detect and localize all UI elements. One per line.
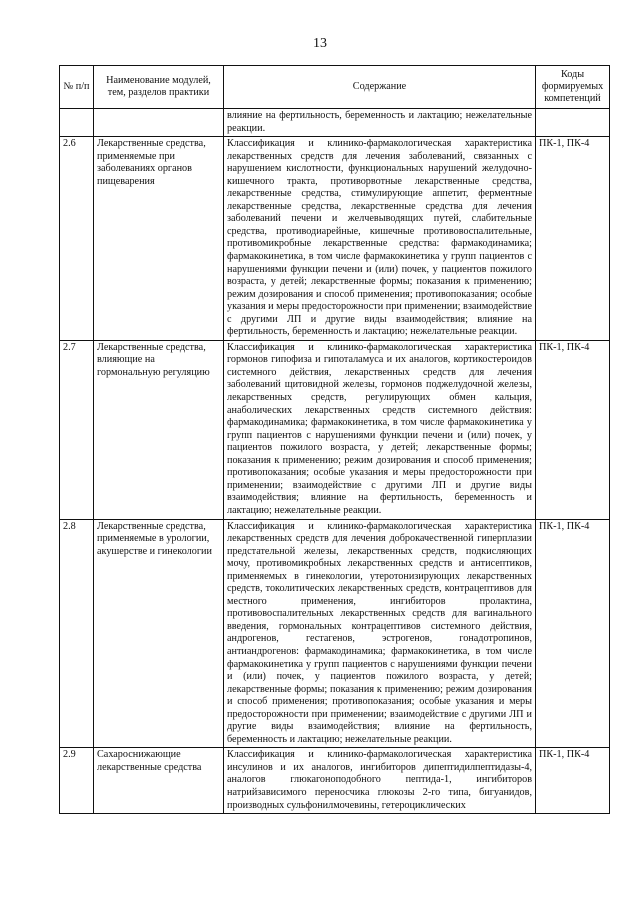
practice-content-table [59, 65, 610, 814]
row-content: Классификация и клинико-фармакологическая характеристика гормонов гипофиза и гипоталамуса и их аналогов, кортикостероидов системного действия, лекарственных средств для лечения заболеваний щитовидной железы, гормонов поджелудочной железы, лекарственных средств, регулирующих обмен кальция, анаболических лекарственных средств системного действия: фармакодинамика; фармакокинетика, в том числе фармакокинетика у групп пациентов с нарушениями функции печени и (или) почек, у пациентов пожилого возраста, у детей; лекарственные формы; показания к применению; режим дозирования и способ применения; противопоказания; особые указания и меры предосторожности при применении; взаимодействие с другими ЛП и другие виды взаимодействия; влияние на фертильность, беременность и лактацию; нежелательные реакции. [224, 340, 536, 519]
row-num [60, 109, 94, 137]
row-content: Классификация и клинико-фармакологическая характеристика лекарственных средств для лечения доброкачественной гиперплазии предстательной железы, лекарственных средств, подкисляющих мочу, противомикробных лекарственных средств и антисептиков, применяемых в гинекологии, утеротонизирующих лекарственных средств, токолитических лекарственных средств, контрацептивов для местного применения, ингибиторов пролактина, противовоспалительных лекарственных средств для вагинального введения, гормональных контрацептивов системного действия, андрогенов, гестагенов, эстрогенов, гонадотропинов, антиандрогенов: фармакодинамика; фармакокинетика, в том числе фармакокинетика у групп пациентов с нарушениями функции печени и (или) почек, у пациентов пожилого возраста, у детей; лекарственные формы; показания к применению; режим дозирования и способ применения; противопоказания; особые указания и меры предосторожности при применении; взаимодействие с другими ЛП и другие виды взаимодействия; влияние на фертильность, беременность и лактацию; нежелательные реакции. [224, 519, 536, 748]
row-codes: ПК-1, ПК-4 [536, 748, 610, 814]
row-codes: ПК-1, ПК-4 [536, 137, 610, 341]
row-content: влияние на фертильность, беременность и лактацию; нежелательные реакции. [224, 109, 536, 137]
header-num: № п/п [60, 66, 94, 109]
row-module: Сахароснижающие лекарственные средства [94, 748, 224, 814]
table-row [60, 109, 610, 137]
row-content: Классификация и клинико-фармакологическая характеристика лекарственных средств для лечения заболеваний, связанных с нарушением кислотности, функциональных нарушений желудочно-кишечного тракта, противорвотные лекарственные средства, лекарственные средства, стимулирующие аппетит, ферментные лекарственные средства, лекарственные средства для лечения заболеваний печени и желчевыводящих путей, слабительные средства, противодиарейные, кишечные противовоспалительные, противомикробные лекарственные средства: фармакодинамика; фармакокинетика, в том числе фармакокинетика у групп пациентов с нарушениями функции печени и (или) почек, у пациентов пожилого возраста, у детей; лекарственные формы; показания к применению; режим дозирования и способ применения; противопоказания; особые указания и меры предосторожности при применении; взаимодействие с другими ЛП и другие виды взаимодействия; влияние на фертильность, беременность и лактацию; нежелательные реакции. [224, 137, 536, 341]
header-module: Наименование модулей, тем, разделов практики [94, 66, 224, 109]
table-row [60, 519, 610, 748]
row-num: 2.7 [60, 340, 94, 519]
row-num: 2.9 [60, 748, 94, 814]
row-content: Классификация и клинико-фармакологическая характеристика инсулинов и их аналогов, ингибиторов дипептидилпептидазы-4, аналогов глюкагоноподобного пептида-1, ингибиторов натрийзависимого переносчика глюкозы 2-го типа, бигуанидов, производных сульфонилмочевины, гетероциклических [224, 748, 536, 814]
page-number: 13 [313, 36, 327, 51]
table-row [60, 137, 610, 341]
row-codes [536, 109, 610, 137]
row-module: Лекарственные средства, применяемые в урологии, акушерстве и гинекологии [94, 519, 224, 748]
table-header-row [60, 66, 610, 109]
row-module [94, 109, 224, 137]
row-codes: ПК-1, ПК-4 [536, 340, 610, 519]
header-codes: Коды формируемых компетенций [536, 66, 610, 109]
row-module: Лекарственные средства, применяемые при заболеваниях органов пищеварения [94, 137, 224, 341]
header-content: Содержание [224, 66, 536, 109]
row-module: Лекарственные средства, влияющие на гормональную регуляцию [94, 340, 224, 519]
row-num: 2.8 [60, 519, 94, 748]
table-row [60, 748, 610, 814]
row-num: 2.6 [60, 137, 94, 341]
table-row [60, 340, 610, 519]
row-codes: ПК-1, ПК-4 [536, 519, 610, 748]
